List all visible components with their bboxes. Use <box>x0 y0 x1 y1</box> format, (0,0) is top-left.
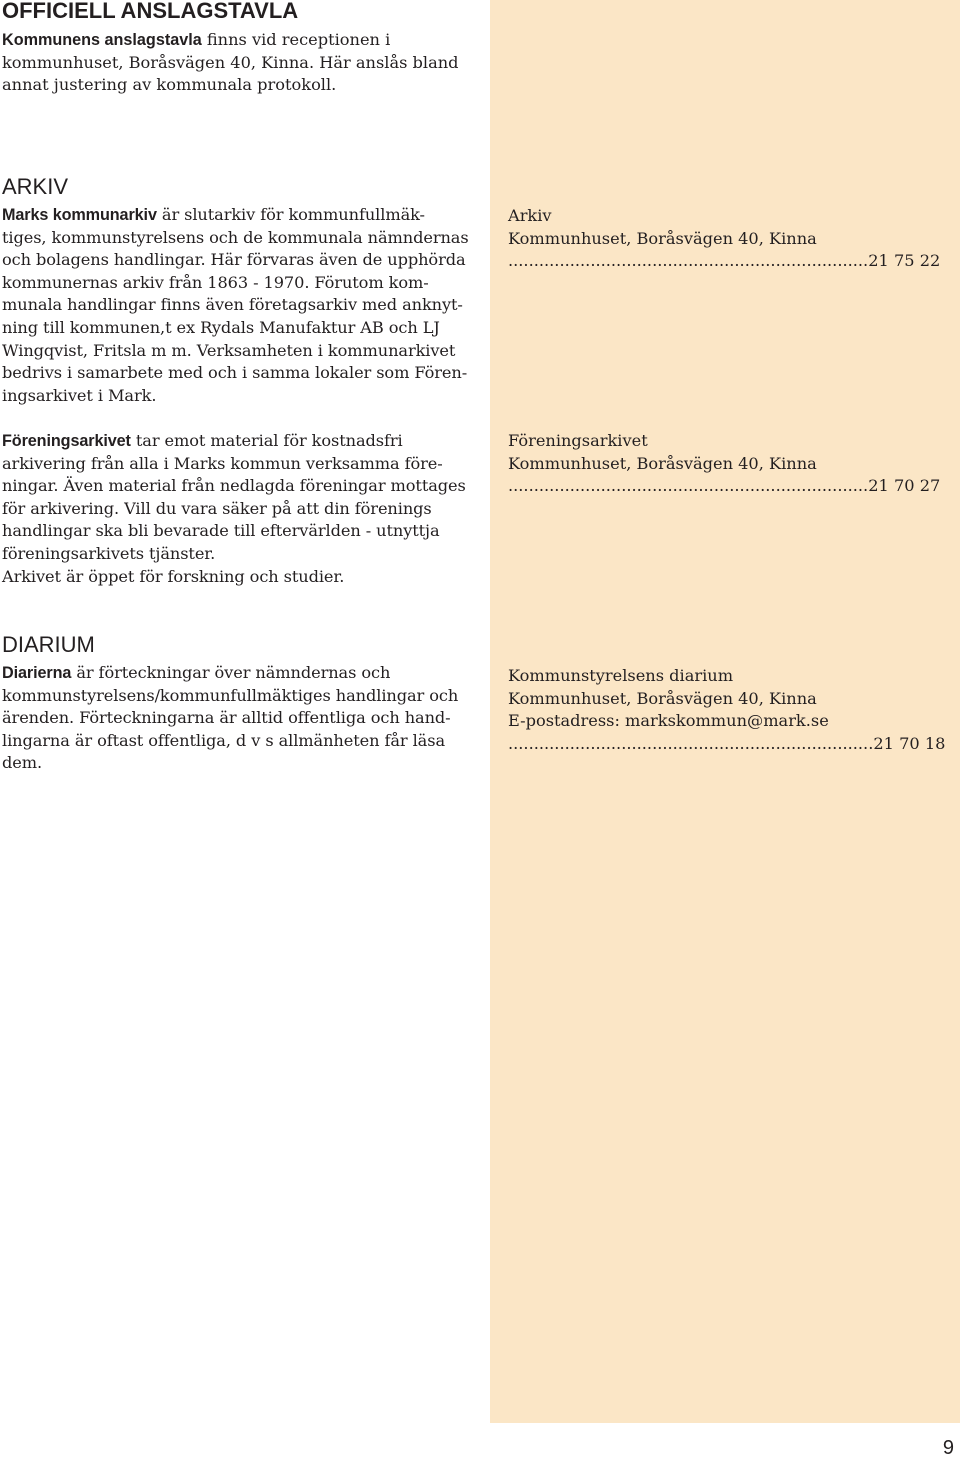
text-line: och bolagens handlingar. Här förvaras även de upphörda <box>2 250 466 270</box>
text-line: bedrivs i samarbete med och i samma lokaler som Fören- <box>2 363 468 383</box>
text-line: Wingqvist, Fritsla m m. Verksamheten i kommunarkivet <box>2 340 456 360</box>
lead-term: Föreningsarkivet <box>2 432 131 450</box>
text-line: handlingar ska bli bevarade till eftervärlden - utnyttja <box>2 521 440 541</box>
text-line: annat justering av kommunala protokoll. <box>2 75 337 95</box>
text-line: kommunhuset, Boråsvägen 40, Kinna. Här anslås bland <box>2 52 459 72</box>
text-line: ning till kommunen,t ex Rydals Manufaktur AB och LJ <box>2 317 440 337</box>
text-line: kommunernas arkiv från 1863 - 1970. Förutom kom- <box>2 272 429 292</box>
section-heading-arkiv: ARKIV <box>2 174 69 199</box>
section-heading-anslagstavla: OFFICIELL ANSLAGSTAVLA <box>2 0 299 23</box>
contact-address: Kommunhuset, Boråsvägen 40, Kinna <box>508 453 817 473</box>
contact-phone-line <box>508 250 948 273</box>
phone-number: 21 75 22 <box>868 251 941 271</box>
text-line: dem. <box>2 753 43 773</box>
contact-phone-line <box>508 733 948 756</box>
contact-diarium <box>508 665 948 755</box>
contact-email: E-postadress: markskommun@mark.se <box>508 711 829 731</box>
text-line: lingarna är oftast offentliga, d v s allmänheten får läsa <box>2 730 445 750</box>
contact-name: Kommunstyrelsens diarium <box>508 666 734 685</box>
contact-arkiv <box>508 205 948 273</box>
text-line: kommunstyrelsens/kommunfullmäktiges handlingar och <box>2 685 459 705</box>
contact-address: Kommunhuset, Boråsvägen 40, Kinna <box>508 688 817 708</box>
text-line: Diarierna är förteckningar över nämndernas och <box>2 663 391 682</box>
foreningsarkivet-text <box>2 430 488 588</box>
text-line: Arkivet är öppet för forskning och studier. <box>2 566 345 586</box>
text-line: tiges, kommunstyrelsens och de kommunala nämndernas <box>2 227 469 247</box>
text-line: föreningsarkivets tjänster. <box>2 543 216 563</box>
lead-term: Kommunens anslagstavla <box>2 31 202 49</box>
text-line: Föreningsarkivet tar emot material för kostnadsfri <box>2 431 403 450</box>
phone-number: 21 70 27 <box>868 476 941 496</box>
section-heading-diarium: DIARIUM <box>2 632 95 657</box>
arkiv-text <box>2 204 488 407</box>
contact-address: Kommunhuset, Boråsvägen 40, Kinna <box>508 228 817 248</box>
leader-dots: ....................................................................... <box>508 733 874 753</box>
lead-term: Diarierna <box>2 664 72 682</box>
anslagstavla-text <box>2 29 488 97</box>
text-line: Marks kommunarkiv är slutarkiv för kommunfullmäk- <box>2 205 425 224</box>
phone-number: 21 70 18 <box>873 733 946 753</box>
lead-term: Marks kommunarkiv <box>2 206 157 224</box>
contact-name: Föreningsarkivet <box>508 431 648 450</box>
text-line: för arkivering. Vill du vara säker på att din förenings <box>2 498 432 518</box>
text-line: ingsarkivet i Mark. <box>2 385 157 405</box>
text-line: munala handlingar finns även företagsarkiv med anknyt- <box>2 295 463 315</box>
leader-dots: ...................................................................... <box>508 476 869 496</box>
contact-name: Arkiv <box>508 206 552 225</box>
text-line: arkivering från alla i Marks kommun verksamma före- <box>2 453 443 473</box>
contact-foreningsarkivet <box>508 430 948 498</box>
page-number: 9 <box>942 1437 954 1459</box>
leader-dots: ...................................................................... <box>508 251 869 271</box>
diarium-text <box>2 662 488 775</box>
contact-phone-line <box>508 475 948 498</box>
text-line: Kommunens anslagstavla finns vid receptionen i <box>2 30 391 49</box>
text-line: ärenden. Förteckningarna är alltid offentliga och hand- <box>2 708 451 728</box>
text-line: ningar. Även material från nedlagda föreningar mottages <box>2 476 466 496</box>
